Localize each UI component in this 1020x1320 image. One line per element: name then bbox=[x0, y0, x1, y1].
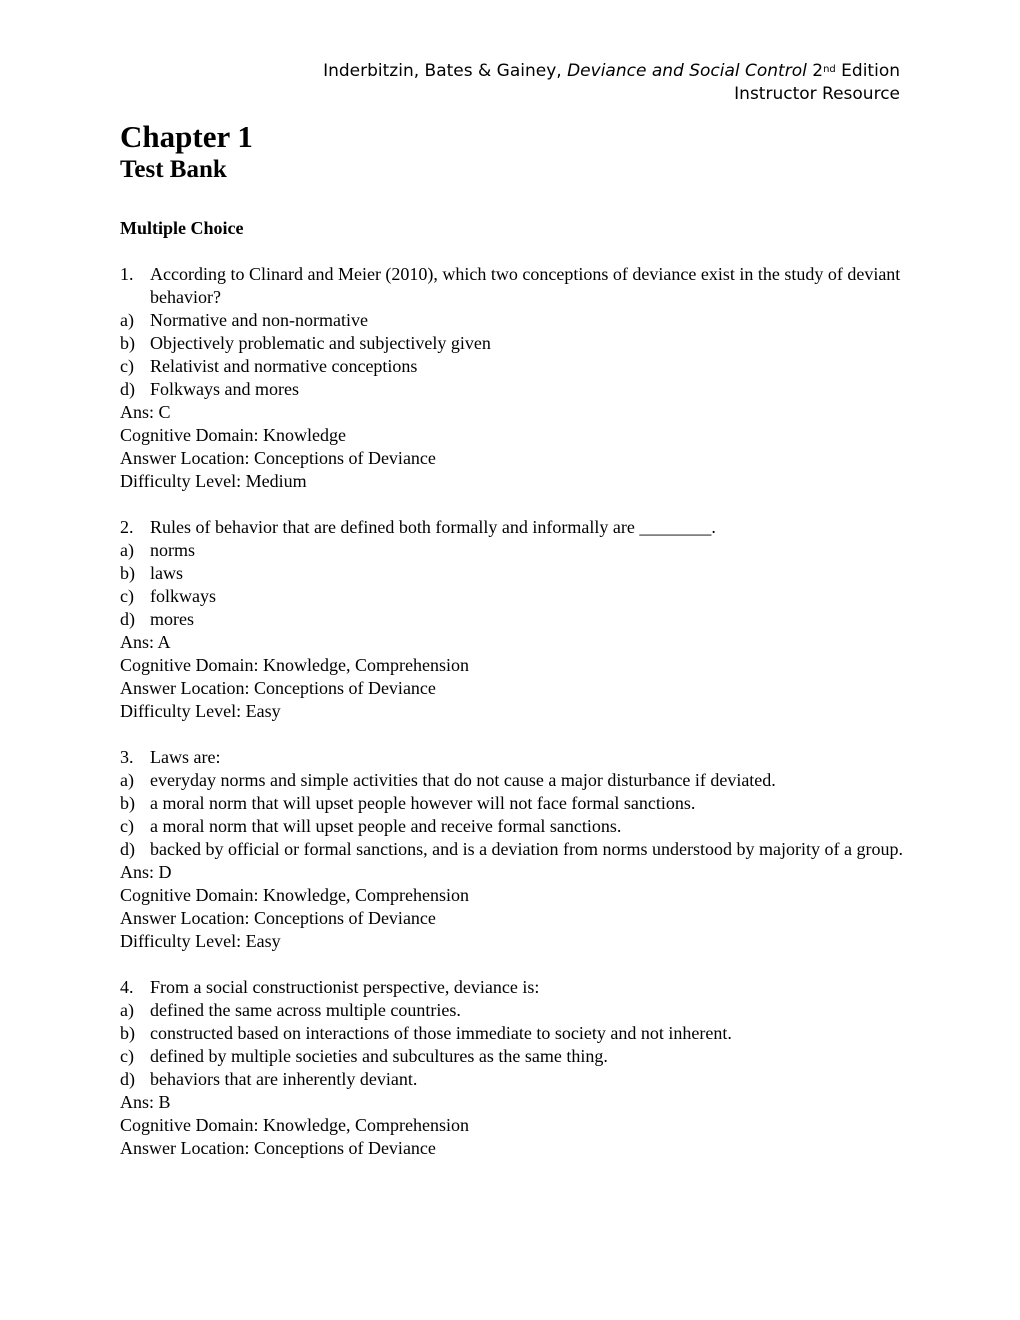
question-stem bbox=[120, 516, 905, 539]
answer-key: Ans: C bbox=[120, 402, 171, 422]
answer-option bbox=[120, 999, 905, 1022]
header-edition-word: Edition bbox=[835, 61, 900, 81]
option-label: a) bbox=[120, 770, 134, 790]
header-line-2: Instructor Resource bbox=[734, 84, 900, 104]
question-2 bbox=[120, 516, 905, 723]
answer-option bbox=[120, 378, 905, 401]
question-number: 2. bbox=[120, 517, 134, 537]
option-label: b) bbox=[120, 333, 135, 353]
question-text: From a social constructionist perspective, deviance is: bbox=[150, 977, 540, 997]
header-edition-suffix: nd bbox=[823, 64, 836, 75]
question-stem bbox=[120, 263, 905, 309]
difficulty-level: Difficulty Level: Easy bbox=[120, 931, 281, 951]
option-text: Relativist and normative conceptions bbox=[150, 356, 418, 376]
option-text: Folkways and mores bbox=[150, 379, 299, 399]
cognitive-domain: Cognitive Domain: Knowledge, Comprehension bbox=[120, 1115, 469, 1135]
header-authors: Inderbitzin, Bates & Gainey, bbox=[323, 61, 568, 81]
answer-location: Answer Location: Conceptions of Deviance bbox=[120, 448, 436, 468]
difficulty-level: Difficulty Level: Medium bbox=[120, 471, 307, 491]
option-text: laws bbox=[150, 563, 183, 583]
answer-option bbox=[120, 815, 905, 838]
question-list bbox=[120, 263, 905, 1160]
option-text: a moral norm that will upset people and receive formal sanctions. bbox=[150, 816, 622, 836]
cognitive-domain: Cognitive Domain: Knowledge, Comprehension bbox=[120, 655, 469, 675]
option-label: c) bbox=[120, 816, 134, 836]
chapter-subtitle: Test Bank bbox=[120, 156, 227, 183]
option-label: b) bbox=[120, 563, 135, 583]
option-text: Normative and non-normative bbox=[150, 310, 368, 330]
question-number: 4. bbox=[120, 977, 134, 997]
answer-option bbox=[120, 562, 905, 585]
cognitive-domain: Cognitive Domain: Knowledge bbox=[120, 425, 346, 445]
question-number: 1. bbox=[120, 264, 134, 284]
option-label: a) bbox=[120, 1000, 134, 1020]
answer-option bbox=[120, 1045, 905, 1068]
option-text: backed by official or formal sanctions, and is a deviation from norms understood by majority of a group. bbox=[150, 839, 903, 859]
option-text: a moral norm that will upset people however will not face formal sanctions. bbox=[150, 793, 696, 813]
option-text: defined by multiple societies and subcultures as the same thing. bbox=[150, 1046, 608, 1066]
option-text: behaviors that are inherently deviant. bbox=[150, 1069, 418, 1089]
header-line-1 bbox=[323, 60, 900, 83]
answer-option bbox=[120, 332, 905, 355]
answer-option bbox=[120, 608, 905, 631]
answer-location: Answer Location: Conceptions of Deviance bbox=[120, 908, 436, 928]
answer-option bbox=[120, 309, 905, 332]
answer-option bbox=[120, 838, 905, 861]
option-text: constructed based on interactions of those immediate to society and not inherent. bbox=[150, 1023, 732, 1043]
cognitive-domain: Cognitive Domain: Knowledge, Comprehension bbox=[120, 885, 469, 905]
option-label: a) bbox=[120, 540, 134, 560]
option-text: Objectively problematic and subjectively given bbox=[150, 333, 491, 353]
question-stem bbox=[120, 746, 905, 769]
main-content bbox=[120, 119, 905, 1160]
answer-option bbox=[120, 769, 905, 792]
answer-option bbox=[120, 539, 905, 562]
question-number: 3. bbox=[120, 747, 134, 767]
difficulty-level: Difficulty Level: Easy bbox=[120, 701, 281, 721]
answer-location: Answer Location: Conceptions of Deviance bbox=[120, 678, 436, 698]
answer-key: Ans: D bbox=[120, 862, 172, 882]
answer-key: Ans: B bbox=[120, 1092, 171, 1112]
question-text: Rules of behavior that are defined both formally and informally are ________. bbox=[150, 517, 716, 537]
section-heading: Multiple Choice bbox=[120, 218, 244, 238]
option-label: d) bbox=[120, 1069, 135, 1089]
option-label: b) bbox=[120, 1023, 135, 1043]
question-3 bbox=[120, 746, 905, 953]
option-label: d) bbox=[120, 379, 135, 399]
option-text: mores bbox=[150, 609, 194, 629]
option-label: c) bbox=[120, 356, 134, 376]
question-text: Laws are: bbox=[150, 747, 221, 767]
header-book-title: Deviance and Social Control bbox=[567, 61, 807, 81]
chapter-title: Chapter 1 bbox=[120, 119, 253, 154]
option-label: d) bbox=[120, 839, 135, 859]
option-label: a) bbox=[120, 310, 134, 330]
option-label: c) bbox=[120, 1046, 134, 1066]
answer-location: Answer Location: Conceptions of Deviance bbox=[120, 1138, 436, 1158]
question-stem bbox=[120, 976, 905, 999]
option-label: c) bbox=[120, 586, 134, 606]
option-text: defined the same across multiple countries. bbox=[150, 1000, 461, 1020]
running-header bbox=[323, 60, 900, 106]
answer-option bbox=[120, 1068, 905, 1091]
header-edition-number: 2 bbox=[806, 61, 824, 81]
answer-option bbox=[120, 355, 905, 378]
answer-option bbox=[120, 585, 905, 608]
option-label: b) bbox=[120, 793, 135, 813]
option-label: d) bbox=[120, 609, 135, 629]
answer-key: Ans: A bbox=[120, 632, 171, 652]
option-text: everyday norms and simple activities that do not cause a major disturbance if deviated. bbox=[150, 770, 776, 790]
question-text: According to Clinard and Meier (2010), which two conceptions of deviance exist in the study of deviant behavior? bbox=[150, 264, 901, 307]
question-4 bbox=[120, 976, 905, 1160]
answer-option bbox=[120, 1022, 905, 1045]
answer-option bbox=[120, 792, 905, 815]
question-1 bbox=[120, 263, 905, 493]
option-text: folkways bbox=[150, 586, 216, 606]
option-text: norms bbox=[150, 540, 195, 560]
